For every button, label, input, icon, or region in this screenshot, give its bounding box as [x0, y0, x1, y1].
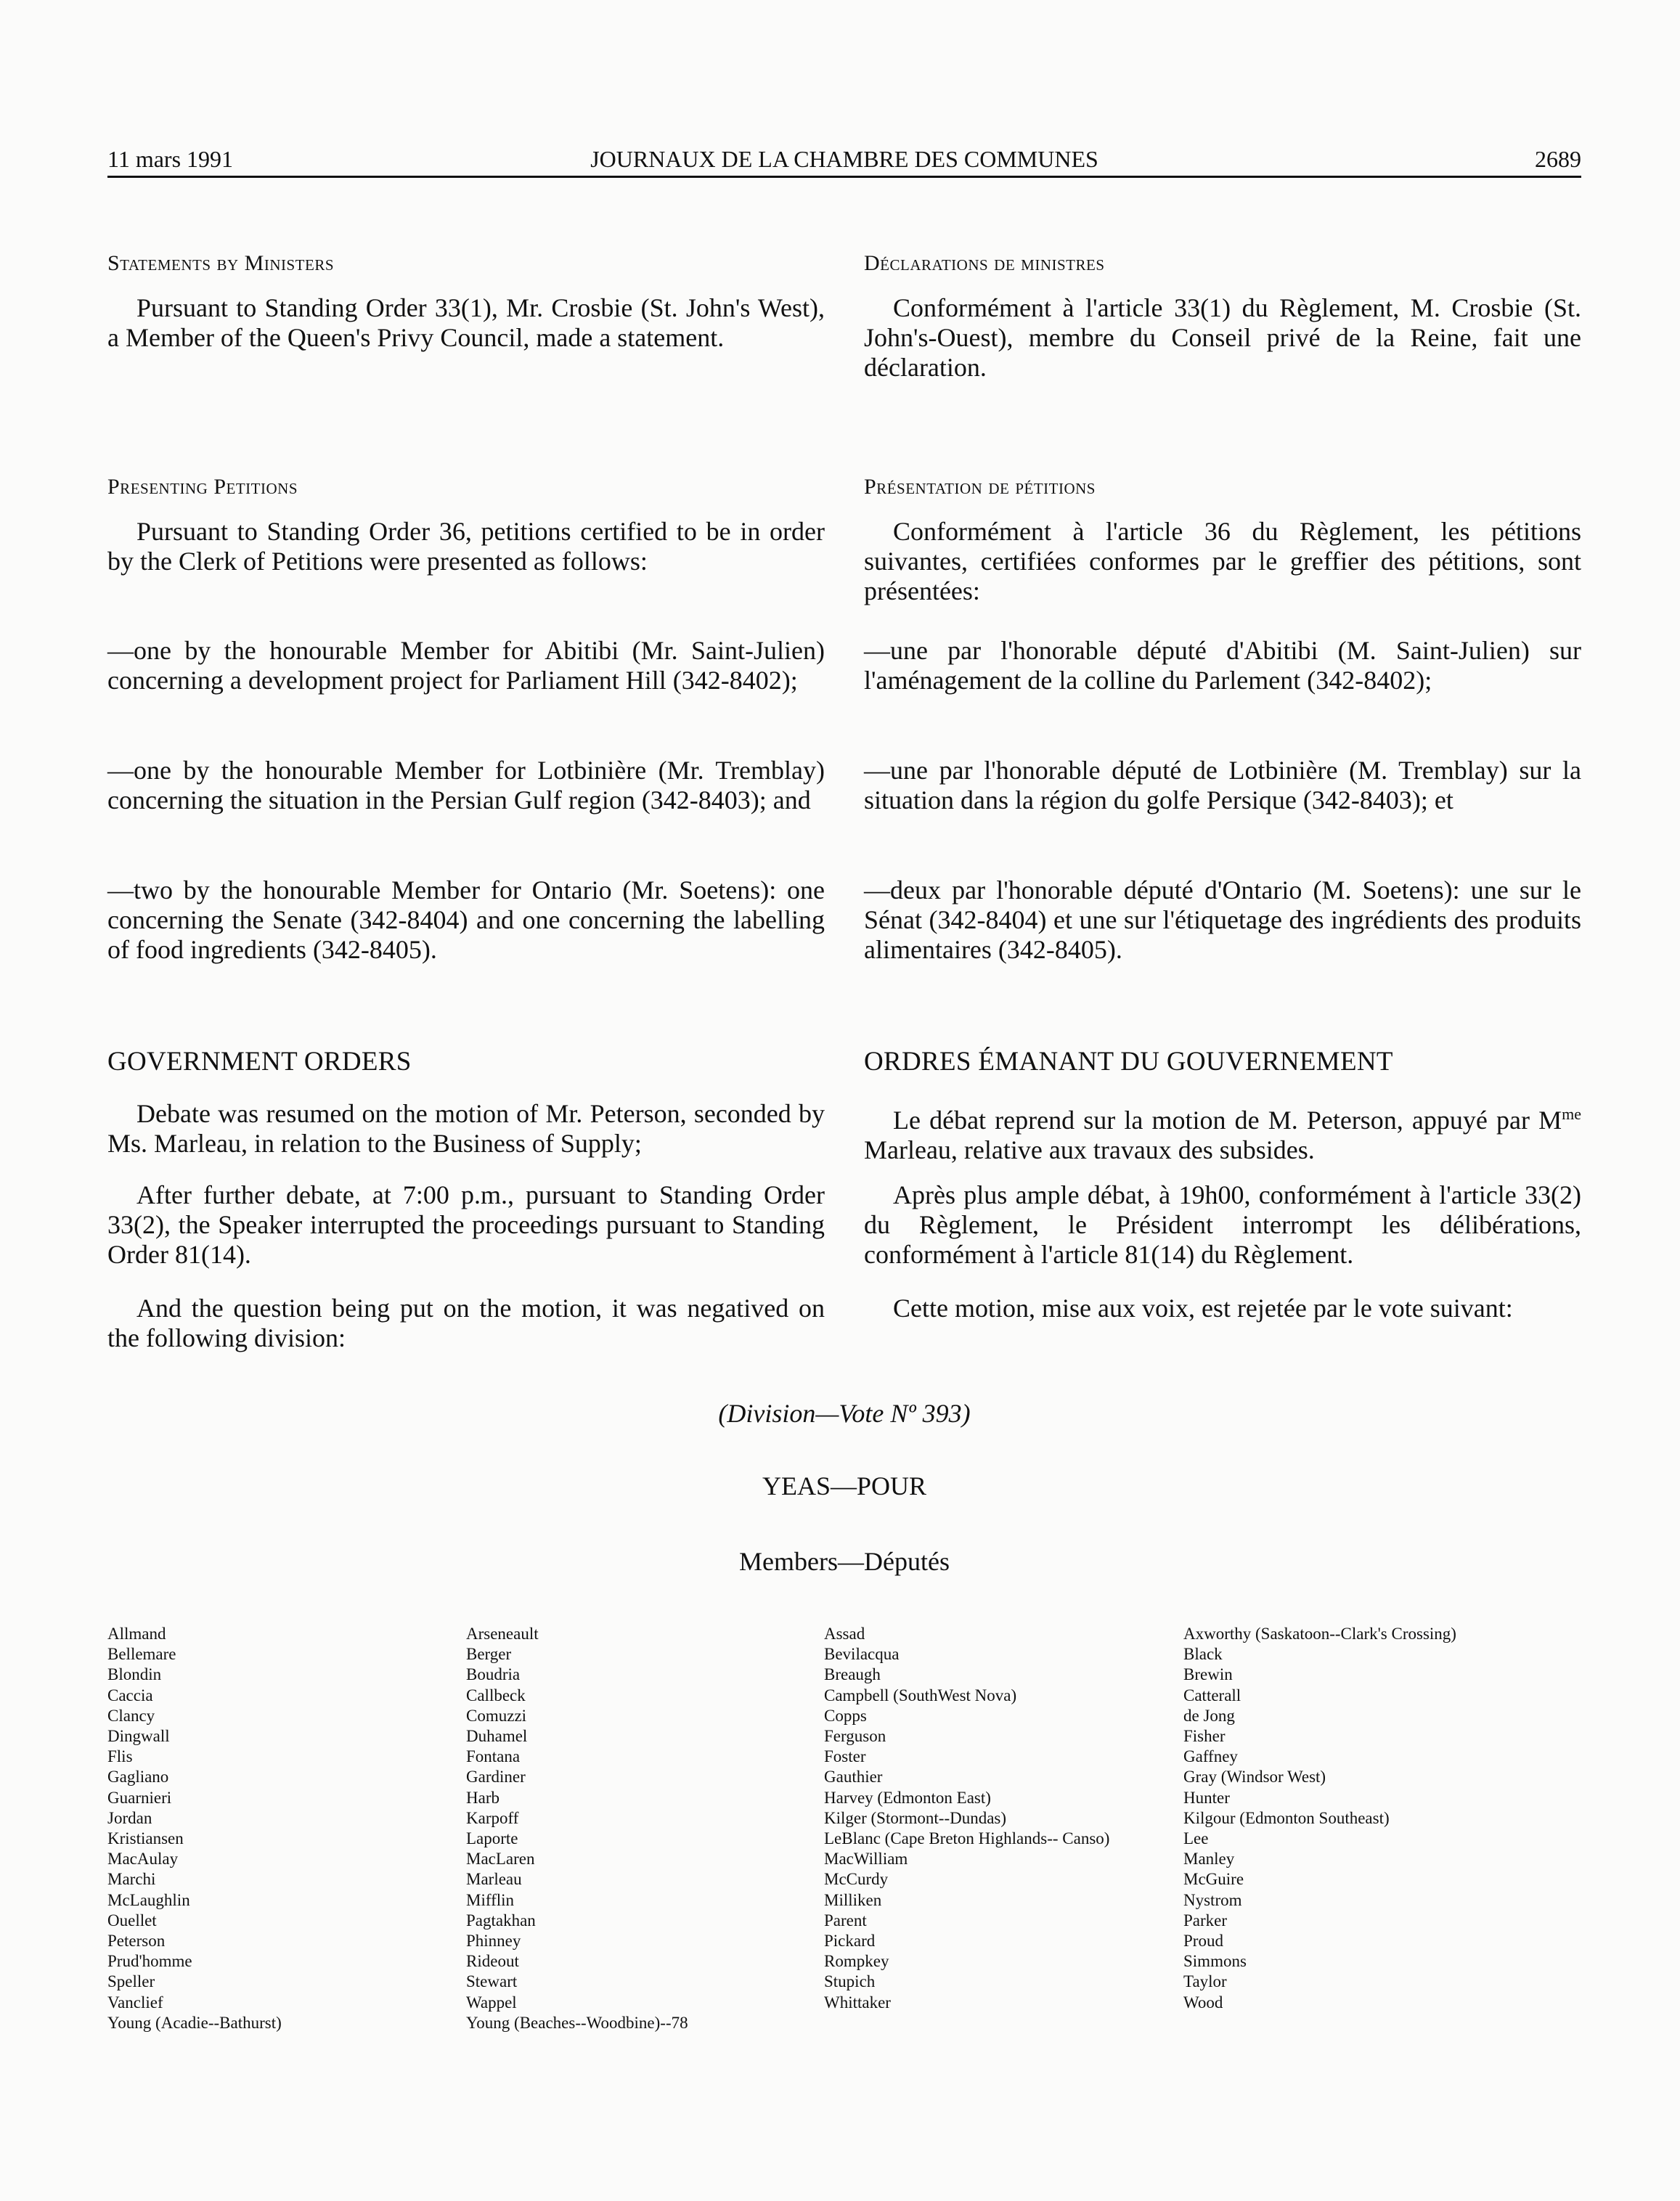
- fr-statements-heading: Déclarations de ministres: [864, 251, 1105, 275]
- member-name: Stewart: [466, 1972, 518, 1991]
- en-orders-p2: After further debate, at 7:00 p.m., pursuant to Standing Order 33(2), the Speaker interrupted the proceedings pursuant to Standing Order 81(14).: [107, 1180, 825, 1269]
- member-name: Kilgour (Edmonton Southeast): [1183, 1808, 1390, 1827]
- division-label: (Division—Vote Nº 393): [718, 1399, 971, 1428]
- fr-statements-text: Conformément à l'article 33(1) du Règlement, M. Crosbie (St. John's-Ouest), membre du Conseil privé de la Reine, fait une déclaration.: [864, 293, 1581, 382]
- member-name: Fisher: [1183, 1727, 1226, 1746]
- member-name: Gauthier: [824, 1768, 883, 1786]
- member-name: Manley: [1183, 1850, 1235, 1869]
- member-name: Marleau: [466, 1870, 522, 1889]
- fr-petitions-intro: Conformément à l'article 36 du Règlement, les pétitions suivantes, certifiées conformes par le greffier des pétitions, sont présentées:: [864, 517, 1581, 605]
- member-name: Rompkey: [824, 1952, 889, 1971]
- member-name: Ferguson: [824, 1727, 886, 1746]
- member-name: Hunter: [1183, 1788, 1230, 1807]
- page-number: 2689: [1535, 146, 1581, 172]
- member-name: Prud'homme: [107, 1952, 192, 1971]
- member-name: Duhamel: [466, 1727, 528, 1746]
- member-name: Speller: [107, 1972, 155, 1991]
- member-name: Phinney: [466, 1932, 521, 1951]
- fr-petitions-heading: Présentation de pétitions: [864, 475, 1096, 499]
- member-name: Campbell (SouthWest Nova): [824, 1686, 1017, 1704]
- member-name: Kristiansen: [107, 1829, 184, 1848]
- member-name: Rideout: [466, 1952, 519, 1971]
- names-column-2: [466, 1624, 688, 2033]
- member-name: Fontana: [466, 1747, 521, 1766]
- member-name: Harvey (Edmonton East): [824, 1788, 991, 1807]
- member-name: Young (Beaches--Woodbine)--78: [466, 2013, 688, 2032]
- fr-orders-heading: ORDRES ÉMANANT DU GOUVERNEMENT: [864, 1047, 1393, 1077]
- member-name: MacLaren: [466, 1850, 535, 1869]
- member-name: Parker: [1183, 1911, 1228, 1930]
- member-name: Marchi: [107, 1870, 156, 1889]
- member-name: MacWilliam: [824, 1850, 908, 1869]
- member-name: Blondin: [107, 1665, 162, 1684]
- member-name: Gardiner: [466, 1768, 526, 1786]
- member-name: Simmons: [1183, 1952, 1247, 1971]
- member-name: Allmand: [107, 1625, 166, 1643]
- member-name: Caccia: [107, 1686, 153, 1704]
- member-name: Pickard: [824, 1932, 876, 1951]
- member-name: Dingwall: [107, 1727, 170, 1746]
- header-date: 11 mars 1991: [107, 146, 234, 172]
- member-name: Stupich: [824, 1972, 876, 1991]
- member-name: Boudria: [466, 1665, 521, 1684]
- en-petitions-heading: Presenting Petitions: [107, 475, 298, 499]
- member-name: Gray (Windsor West): [1183, 1768, 1326, 1786]
- member-name: Copps: [824, 1706, 867, 1725]
- member-name: Clancy: [107, 1706, 155, 1725]
- member-name: Brewin: [1183, 1665, 1233, 1684]
- member-name: Taylor: [1183, 1972, 1227, 1991]
- member-name: Gaffney: [1183, 1747, 1238, 1766]
- member-name: de Jong: [1183, 1706, 1235, 1725]
- member-name: Arseneault: [466, 1625, 539, 1643]
- member-name: Whittaker: [824, 1993, 891, 2012]
- yeas-heading: YEAS—POUR: [762, 1471, 927, 1500]
- member-name: LeBlanc (Cape Breton Highlands-- Canso): [824, 1829, 1110, 1848]
- member-name: Foster: [824, 1747, 866, 1766]
- member-name: Guarnieri: [107, 1788, 172, 1807]
- en-orders-p3: And the question being put on the motion, it was negatived on the following division:: [107, 1294, 825, 1352]
- member-name: McGuire: [1183, 1870, 1244, 1889]
- member-name: Lee: [1183, 1829, 1209, 1848]
- member-name: Peterson: [107, 1932, 166, 1951]
- member-name: Bellemare: [107, 1645, 176, 1664]
- en-orders-heading: GOVERNMENT ORDERS: [107, 1047, 412, 1077]
- member-name: Laporte: [466, 1829, 518, 1848]
- member-name: Berger: [466, 1645, 512, 1664]
- fr-orders-p3: Cette motion, mise aux voix, est rejetée par le vote suivant:: [893, 1294, 1513, 1323]
- member-name: Flis: [107, 1747, 133, 1766]
- member-name: Young (Acadie--Bathurst): [107, 2013, 282, 2032]
- member-name: Bevilacqua: [824, 1645, 900, 1664]
- en-petitions-intro: Pursuant to Standing Order 36, petitions certified to be in order by the Clerk of Petitions were presented as follows:: [107, 517, 825, 576]
- member-name: Jordan: [107, 1808, 152, 1827]
- member-name: Milliken: [824, 1890, 882, 1909]
- member-name: MacAulay: [107, 1850, 179, 1869]
- member-name: Karpoff: [466, 1808, 519, 1827]
- member-name: Parent: [824, 1911, 867, 1930]
- en-orders-p1: Debate was resumed on the motion of Mr. Peterson, seconded by Ms. Marleau, in relation to the Business of Supply;: [107, 1099, 825, 1158]
- member-name: Black: [1183, 1645, 1223, 1664]
- member-name: Catterall: [1183, 1686, 1241, 1704]
- member-name: McCurdy: [824, 1870, 889, 1889]
- member-name: Harb: [466, 1788, 499, 1807]
- member-name: McLaughlin: [107, 1890, 190, 1909]
- names-column-4: [1183, 1624, 1456, 2013]
- member-name: Axworthy (Saskatoon--Clark's Crossing): [1183, 1625, 1456, 1643]
- page-header: [107, 145, 1581, 178]
- member-name: Wood: [1183, 1993, 1223, 2012]
- member-name: Gagliano: [107, 1768, 169, 1786]
- member-name: Pagtakhan: [466, 1911, 536, 1930]
- en-petition-2: —one by the honourable Member for Lotbinière (Mr. Tremblay) concerning the situation in the Persian Gulf region (342-8403); and: [107, 756, 825, 814]
- member-name: Breaugh: [824, 1665, 881, 1684]
- header-title: JOURNAUX DE LA CHAMBRE DES COMMUNES: [590, 146, 1098, 172]
- fr-orders-p1: Le débat reprend sur la motion de M. Peterson, appuyé par $M^{me}$ Marleau, relative aux travaux des subsides.: [864, 1105, 1581, 1164]
- member-name: Proud: [1183, 1932, 1223, 1951]
- member-name: Kilger (Stormont--Dundas): [824, 1808, 1007, 1827]
- member-name: Nystrom: [1183, 1890, 1242, 1909]
- names-column-1: [107, 1624, 282, 2033]
- en-petition-3: —two by the honourable Member for Ontario (Mr. Soetens): one concerning the Senate (342-8404) and one concerning the labelling of food ingredients (342-8405).: [107, 875, 825, 964]
- fr-orders-p2: Après plus ample débat, à 19h00, conformément à l'article 33(2) du Règlement, le Président interrompt les délibérations, conformément à l'article 81(14) du Règlement.: [864, 1180, 1581, 1269]
- names-column-3: [824, 1624, 1109, 2013]
- fr-petition-2: —une par l'honorable député de Lotbinière (M. Tremblay) sur la situation dans la région du golfe Persique (342-8403); et: [864, 756, 1581, 814]
- fr-petition-3: —deux par l'honorable député d'Ontario (M. Soetens): une sur le Sénat (342-8404) et une sur l'étiquetage des ingrédients des produits alimentaires (342-8405).: [864, 875, 1581, 964]
- members-heading: Members—Députés: [739, 1547, 950, 1576]
- member-name: Comuzzi: [466, 1706, 527, 1725]
- en-statements-heading: Statements by Ministers: [107, 251, 335, 275]
- member-name: Wappel: [466, 1993, 517, 2012]
- en-petition-1: —one by the honourable Member for Abitibi (Mr. Saint-Julien) concerning a development project for Parliament Hill (342-8402);: [107, 636, 825, 695]
- fr-petition-1: —une par l'honorable député d'Abitibi (M. Saint-Julien) sur l'aménagement de la colline du Parlement (342-8402);: [864, 636, 1581, 695]
- en-statements-text: Pursuant to Standing Order 33(1), Mr. Crosbie (St. John's West), a Member of the Queen's Privy Council, made a statement.: [107, 293, 825, 352]
- member-name: Assad: [824, 1625, 865, 1643]
- member-name: Mifflin: [466, 1890, 515, 1909]
- member-name: Callbeck: [466, 1686, 526, 1704]
- member-name: Vanclief: [107, 1993, 163, 2012]
- member-name: Ouellet: [107, 1911, 157, 1930]
